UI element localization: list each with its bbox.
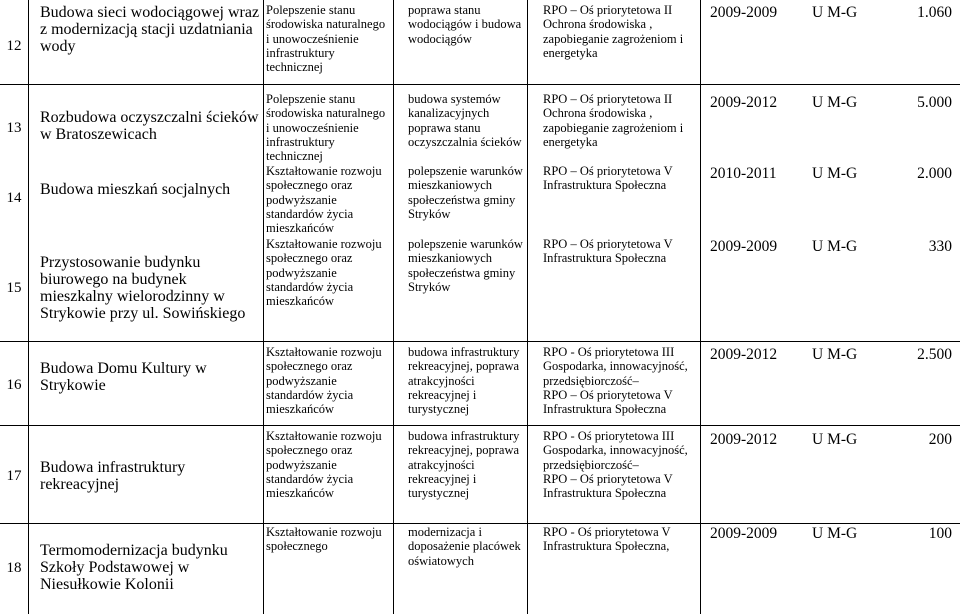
text-line: biurowego na budynek — [40, 271, 187, 288]
text-line: Kształtowanie rozwoju — [266, 345, 382, 359]
text-line: Polepszenie stanu — [266, 3, 356, 17]
text-line: energetyka — [543, 45, 598, 60]
text-line: polepszenie warunków — [408, 164, 523, 178]
task-text — [408, 92, 526, 149]
text-line: społecznego — [266, 539, 328, 554]
text-line: zapobieganie zagrożeniom i — [543, 120, 684, 135]
unit-text: U M-G — [812, 238, 858, 255]
text-line: RPO – Oś priorytetowa V — [543, 164, 673, 178]
text-line: w Bratoszewicach — [40, 126, 157, 143]
amount-value: 2.000 — [917, 165, 952, 182]
text-line: Strykowie — [40, 377, 106, 394]
table-vertical-rule — [28, 0, 29, 614]
period-text: 2010-2011 — [710, 165, 777, 182]
project-name — [40, 360, 262, 394]
text-line: atrakcyjności — [408, 457, 475, 472]
text-line: społeczeństwa gminy — [408, 192, 516, 207]
text-line: rekreacyjnej, poprawa — [408, 359, 520, 374]
text-line: podwyższanie — [266, 265, 337, 280]
row-number: 15 — [6, 280, 22, 296]
text-line: standardów życia — [266, 279, 354, 294]
text-line: Budowa Domu Kultury w — [40, 360, 207, 377]
text-line: standardów życia — [266, 387, 354, 402]
text-line: i unowocześnienie — [266, 31, 359, 46]
text-line: poprawa stanu — [408, 120, 481, 135]
text-line: oczyszczalnia ścieków — [408, 134, 522, 149]
period-text: 2009-2009 — [710, 238, 778, 255]
table-horizontal-rule — [0, 523, 960, 524]
text-line: zapobieganie zagrożeniom i — [543, 31, 684, 46]
table-vertical-rule — [700, 0, 701, 614]
text-line: środowiska naturalnego — [266, 17, 386, 32]
task-text — [408, 237, 526, 294]
text-line: rekreacyjnej, poprawa — [408, 443, 520, 458]
text-line: RPO - Oś priorytetowa V — [543, 525, 671, 539]
text-line: budowa systemów — [408, 92, 501, 106]
program-text — [543, 164, 699, 193]
text-line: kanalizacyjnych — [408, 106, 490, 121]
text-line: RPO – Oś priorytetowa V — [543, 471, 673, 486]
period-text: 2009-2012 — [710, 431, 778, 448]
unit-text: U M-G — [812, 431, 858, 448]
text-line: rekreacyjnej — [40, 476, 120, 493]
text-line: Rozbudowa oczyszczalni ścieków — [40, 109, 259, 126]
text-line: Gospodarka, innowacyjność, — [543, 359, 688, 374]
project-name — [40, 109, 262, 143]
text-line: Polepszenie stanu — [266, 92, 356, 106]
objective-text — [266, 164, 392, 235]
text-line: społecznego oraz — [266, 178, 353, 193]
text-line: Ochrona środowiska , — [543, 17, 653, 32]
text-line: wody — [40, 38, 76, 55]
text-line: modernizacja i — [408, 525, 482, 539]
text-line: mieszkańców — [266, 294, 335, 309]
objective-text — [266, 237, 392, 308]
unit-text: U M-G — [812, 346, 858, 363]
program-text — [543, 345, 699, 416]
text-line: technicznej — [266, 60, 323, 75]
task-text — [408, 525, 526, 568]
text-line: społecznego oraz — [266, 251, 353, 266]
text-line: Kształtowanie rozwoju — [266, 429, 382, 443]
unit-text: U M-G — [812, 4, 858, 21]
text-line: RPO – Oś priorytetowa V — [543, 387, 673, 402]
text-line: Kształtowanie rozwoju — [266, 237, 382, 251]
text-line: rekreacyjnej i — [408, 471, 477, 486]
row-number: 14 — [6, 190, 22, 206]
text-line: Niesułkowie Kolonii — [40, 576, 174, 593]
text-line: mieszkańców — [266, 402, 335, 417]
text-line: RPO – Oś priorytetowa II — [543, 92, 673, 106]
text-line: Kształtowanie rozwoju — [266, 525, 382, 539]
row-number: 17 — [6, 468, 22, 484]
text-line: atrakcyjności — [408, 373, 475, 388]
text-line: poprawa stanu — [408, 3, 481, 17]
text-line: Szkoły Podstawowej w — [40, 559, 190, 576]
text-line: turystycznej — [408, 486, 470, 501]
text-line: infrastruktury — [266, 134, 335, 149]
project-name — [40, 4, 262, 55]
table-vertical-rule — [263, 0, 264, 614]
unit-text: U M-G — [812, 94, 858, 111]
text-line: wodociągów i budowa — [408, 17, 522, 32]
program-text — [543, 3, 699, 60]
amount-value: 100 — [928, 525, 952, 542]
period-text: 2009-2012 — [710, 94, 778, 111]
program-text — [543, 237, 699, 266]
text-line: polepszenie warunków — [408, 237, 523, 251]
text-line: infrastruktury — [266, 45, 335, 60]
row-number: 16 — [6, 377, 22, 393]
text-line: Ochrona środowiska , — [543, 106, 653, 121]
text-line: RPO - Oś priorytetowa III — [543, 345, 675, 359]
text-line: społecznego oraz — [266, 443, 353, 458]
text-line: Budowa mieszkań socjalnych — [40, 181, 231, 198]
text-line: rekreacyjnej i — [408, 387, 477, 402]
text-line: oświatowych — [408, 553, 474, 568]
text-line: i unowocześnienie — [266, 120, 359, 135]
project-name — [40, 181, 262, 198]
text-line: środowiska naturalnego — [266, 106, 386, 121]
task-text — [408, 429, 526, 500]
text-line: Infrastruktura Społeczna — [543, 402, 667, 417]
objective-text — [266, 3, 392, 74]
project-name — [40, 254, 262, 322]
project-name — [40, 459, 262, 493]
text-line: przedsiębiorczość– — [543, 373, 639, 388]
text-line: mieszkańców — [266, 486, 335, 501]
text-line: budowa infrastruktury — [408, 345, 520, 359]
text-line: społecznego oraz — [266, 359, 353, 374]
text-line: energetyka — [543, 134, 598, 149]
text-line: Budowa infrastruktury — [40, 459, 186, 476]
text-line: standardów życia — [266, 206, 354, 221]
program-text — [543, 92, 699, 149]
amount-value: 2.500 — [917, 346, 952, 363]
text-line: Przystosowanie budynku — [40, 254, 201, 271]
text-line: Stryków — [408, 279, 451, 294]
task-text — [408, 345, 526, 416]
table-horizontal-rule — [0, 425, 960, 426]
table-vertical-rule — [393, 0, 394, 614]
text-line: Infrastruktura Społeczna — [543, 486, 667, 501]
period-text: 2009-2009 — [710, 4, 778, 21]
task-text — [408, 3, 526, 46]
period-text: 2009-2009 — [710, 525, 778, 542]
row-number: 12 — [6, 38, 22, 54]
objective-text — [266, 345, 392, 416]
text-line: turystycznej — [408, 402, 470, 417]
text-line: mieszkalny wielorodzinny w — [40, 288, 225, 305]
text-line: standardów życia — [266, 471, 354, 486]
objective-text — [266, 429, 392, 500]
text-line: mieszkaniowych — [408, 251, 493, 266]
text-line: doposażenie placówek — [408, 539, 521, 554]
task-text — [408, 164, 526, 221]
row-number: 18 — [6, 560, 22, 576]
text-line: RPO – Oś priorytetowa V — [543, 237, 673, 251]
text-line: Budowa sieci wodociągowej wraz — [40, 4, 260, 21]
text-line: z modernizacją stacji uzdatniania — [40, 21, 253, 38]
amount-value: 200 — [928, 431, 952, 448]
text-line: Termomodernizacja budynku — [40, 542, 228, 559]
text-line: Infrastruktura Społeczna — [543, 251, 667, 266]
unit-text: U M-G — [812, 165, 858, 182]
text-line: Stryków — [408, 206, 451, 221]
amount-value: 5.000 — [917, 94, 952, 111]
program-text — [543, 429, 699, 500]
program-text — [543, 525, 699, 554]
text-line: technicznej — [266, 149, 323, 164]
text-line: Kształtowanie rozwoju — [266, 164, 382, 178]
row-number: 13 — [6, 120, 22, 136]
objective-text — [266, 92, 392, 163]
text-line: budowa infrastruktury — [408, 429, 520, 443]
unit-text: U M-G — [812, 525, 858, 542]
text-line: mieszkaniowych — [408, 178, 493, 193]
text-line: RPO - Oś priorytetowa III — [543, 429, 675, 443]
text-line: przedsiębiorczość– — [543, 457, 639, 472]
text-line: Infrastruktura Społeczna — [543, 178, 667, 193]
text-line: Strykowie przy ul. Sowińskiego — [40, 305, 246, 322]
amount-value: 330 — [928, 238, 952, 255]
objective-text — [266, 525, 392, 554]
table-horizontal-rule — [0, 341, 960, 342]
text-line: mieszkańców — [266, 221, 335, 236]
project-name — [40, 542, 262, 593]
period-text: 2009-2012 — [710, 346, 778, 363]
text-line: Gospodarka, innowacyjność, — [543, 443, 688, 458]
text-line: Infrastruktura Społeczna, — [543, 539, 670, 554]
text-line: podwyższanie — [266, 457, 337, 472]
text-line: podwyższanie — [266, 192, 337, 207]
amount-value: 1.060 — [917, 4, 952, 21]
table-vertical-rule — [527, 0, 528, 614]
text-line: podwyższanie — [266, 373, 337, 388]
text-line: RPO – Oś priorytetowa II — [543, 3, 673, 17]
table-horizontal-rule — [0, 84, 960, 85]
text-line: społeczeństwa gminy — [408, 265, 516, 280]
text-line: wodociągów — [408, 31, 472, 46]
